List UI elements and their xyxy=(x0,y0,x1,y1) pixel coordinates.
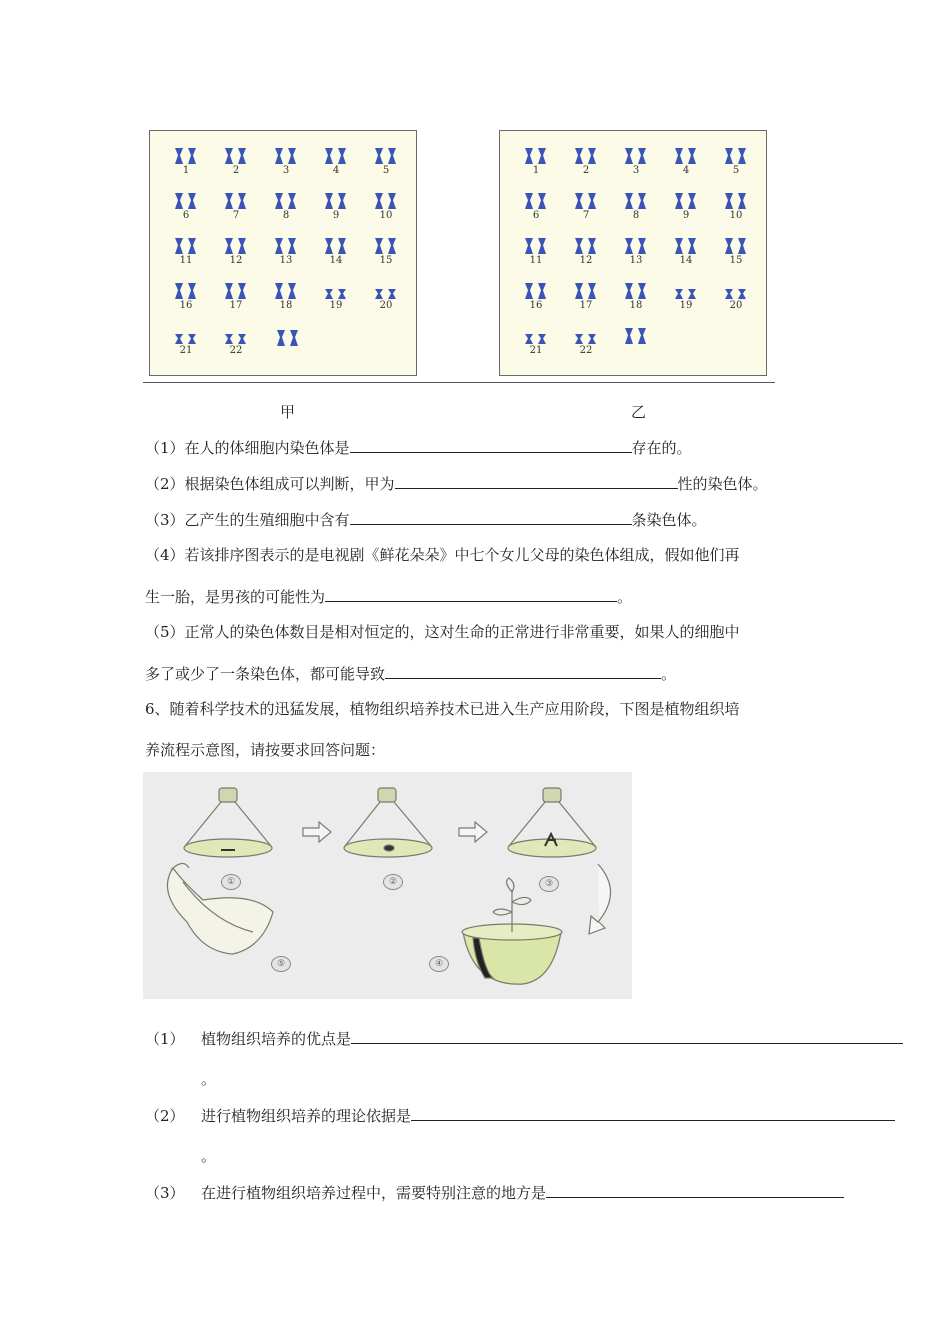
chromosome-pair-icon xyxy=(571,147,601,165)
chromosome-pair-icon xyxy=(221,192,251,210)
chromosome-pair-icon xyxy=(321,282,351,300)
chromosome-number: 14 xyxy=(329,255,343,266)
chromosome-pair-icon xyxy=(621,147,651,165)
chromosome-number: 3 xyxy=(282,165,290,176)
chromosome-pair-icon xyxy=(621,327,651,345)
potted-plant-icon xyxy=(462,878,562,984)
flask-icon xyxy=(184,788,272,857)
answer-blank[interactable] xyxy=(325,585,617,602)
answer-blank[interactable] xyxy=(411,1104,895,1121)
chromosome-pair-icon xyxy=(171,327,201,345)
chromosome-pair xyxy=(170,282,202,311)
chromosome-pair xyxy=(370,282,402,311)
chromosome-pair xyxy=(320,237,352,266)
chromosome-pair-icon xyxy=(221,327,251,345)
chromosome-pair xyxy=(370,192,402,221)
chromosome-number: 19 xyxy=(329,300,343,311)
answer-blank[interactable] xyxy=(395,472,678,489)
chromosome-pair-icon xyxy=(671,192,701,210)
chromosome-number: 1 xyxy=(532,165,540,176)
chromosome-pair xyxy=(320,192,352,221)
q6-item-2: （2） 进行植物组织培养的理论依据是 xyxy=(145,1104,895,1127)
chromosome-pair-icon xyxy=(571,282,601,300)
chromosome-pair-icon xyxy=(221,282,251,300)
chromosome-pair xyxy=(720,282,752,311)
q6-item-1: （1） 植物组织培养的优点是 xyxy=(145,1027,903,1050)
chromosome-pair xyxy=(370,237,402,266)
chromosome-pair xyxy=(570,282,602,311)
chromosome-pair-icon xyxy=(371,237,401,255)
chromosome-number: 20 xyxy=(729,300,743,311)
chromosome-pair-icon xyxy=(171,147,201,165)
chromosome-pair xyxy=(520,192,552,221)
chromosome-pair xyxy=(270,237,302,266)
chromosome-pair xyxy=(370,147,402,176)
chromosome-pair-icon xyxy=(721,282,751,300)
answer-blank[interactable] xyxy=(350,436,632,453)
chromosome-pair xyxy=(270,282,302,311)
chromosome-pair xyxy=(570,147,602,176)
chromosome-pair xyxy=(170,327,202,356)
chromosome-pair-icon xyxy=(221,147,251,165)
chromosome-pair xyxy=(220,192,252,221)
chromosome-number: 22 xyxy=(229,345,243,356)
chromosome-number: 17 xyxy=(229,300,243,311)
chromosome-pair-icon xyxy=(171,282,201,300)
chromosome-number: 13 xyxy=(629,255,643,266)
chromosome-number: 20 xyxy=(379,300,393,311)
chromosome-pair xyxy=(670,192,702,221)
chromosome-number: 15 xyxy=(379,255,393,266)
chromosome-number: 2 xyxy=(582,165,590,176)
chromosome-number: 15 xyxy=(729,255,743,266)
karyotype-a-label: 甲 xyxy=(280,403,296,421)
q6-item-3: （3） 在进行植物组织培养过程中，需要特别注意的地方是 xyxy=(145,1181,844,1204)
chromosome-number: 10 xyxy=(729,210,743,221)
q6-item-2-tail: 。 xyxy=(201,1147,217,1165)
chromosome-number: 17 xyxy=(579,300,593,311)
chromosome-pair-icon xyxy=(171,192,201,210)
chromosome-pair-icon xyxy=(671,282,701,300)
chromosome-number: 7 xyxy=(232,210,240,221)
chromosome-pair xyxy=(620,237,652,266)
chromosome-pair xyxy=(670,282,702,311)
chromosome-number: 8 xyxy=(282,210,290,221)
step-marker-3: ③ xyxy=(539,876,559,892)
q5-item-4: （4）若该排序图表示的是电视剧《鲜花朵朵》中七个女儿父母的染色体组成，假如他们再 xyxy=(145,546,740,564)
chromosome-number: 18 xyxy=(279,300,293,311)
flask-icon xyxy=(508,788,596,857)
chromosome-pair-icon xyxy=(621,192,651,210)
flask-icon xyxy=(344,788,432,857)
chromosome-number: 12 xyxy=(229,255,243,266)
chromosome-number: 6 xyxy=(182,210,190,221)
chromosome-number: 21 xyxy=(529,345,543,356)
chromosome-pair-icon xyxy=(271,282,301,300)
chromosome-number: 13 xyxy=(279,255,293,266)
chromosome-pair xyxy=(170,237,202,266)
chromosome-pair xyxy=(520,237,552,266)
chromosome-number: 18 xyxy=(629,300,643,311)
leaf-icon xyxy=(167,863,273,954)
chromosome-pair xyxy=(570,237,602,266)
chromosome-number: 1 xyxy=(182,165,190,176)
chromosome-pair-icon xyxy=(671,147,701,165)
chromosome-pair-icon xyxy=(371,192,401,210)
answer-blank[interactable] xyxy=(546,1181,844,1198)
chromosome-pair xyxy=(220,237,252,266)
chromosome-pair xyxy=(620,282,652,311)
chromosome-pair-icon xyxy=(521,237,551,255)
chromosome-number: 5 xyxy=(732,165,740,176)
chromosome-pair-icon xyxy=(521,282,551,300)
chromosome-number: 21 xyxy=(179,345,193,356)
chromosome-number: 3 xyxy=(632,165,640,176)
step-marker-1: ① xyxy=(221,874,241,890)
chromosome-pair-icon xyxy=(171,237,201,255)
chromosome-pair xyxy=(270,192,302,221)
chromosome-pair-icon xyxy=(621,282,651,300)
answer-blank[interactable] xyxy=(385,662,661,679)
chromosome-pair-icon xyxy=(321,147,351,165)
karyotype-panel-a xyxy=(149,130,417,376)
q5-item-4-cont: 生一胎，是男孩的可能性为 。 xyxy=(145,585,632,608)
chromosome-pair-icon xyxy=(371,147,401,165)
chromosome-pair-icon xyxy=(273,329,303,347)
chromosome-pair xyxy=(720,237,752,266)
chromosome-pair xyxy=(620,192,652,221)
q6-item-1-tail: 。 xyxy=(201,1070,217,1088)
chromosome-pair xyxy=(170,147,202,176)
chromosome-number: 5 xyxy=(382,165,390,176)
chromosome-pair xyxy=(720,192,752,221)
chromosome-pair-icon xyxy=(271,237,301,255)
chromosome-pair-icon xyxy=(271,192,301,210)
chromosome-pair-icon xyxy=(621,237,651,255)
chromosome-pair xyxy=(570,327,602,356)
chromosome-pair xyxy=(570,192,602,221)
chromosome-pair xyxy=(670,237,702,266)
chromosome-pair xyxy=(620,147,652,176)
chromosome-number: 22 xyxy=(579,345,593,356)
tissue-culture-flow-diagram xyxy=(143,772,632,999)
chromosome-pair-icon xyxy=(571,237,601,255)
chromosome-pair xyxy=(670,147,702,176)
chromosome-number: 11 xyxy=(179,255,193,266)
chromosome-pair-icon xyxy=(721,147,751,165)
chromosome-pair-icon xyxy=(721,237,751,255)
chromosome-pair xyxy=(220,282,252,311)
chromosome-number: 2 xyxy=(232,165,240,176)
answer-blank[interactable] xyxy=(351,1027,903,1044)
q5-item-2: （2）根据染色体组成可以判断，甲为 性的染色体。 xyxy=(145,472,768,495)
chromosome-pair xyxy=(520,147,552,176)
chromosome-pair-icon xyxy=(321,192,351,210)
chromosome-pair-icon xyxy=(521,327,551,345)
chromosome-number: 10 xyxy=(379,210,393,221)
q5-item-5-cont: 多了或少了一条染色体，都可能导致 。 xyxy=(145,662,676,685)
sex-chromosome-pair xyxy=(272,329,304,347)
q5-item-5: （5）正常人的染色体数目是相对恒定的，这对生命的正常进行非常重要，如果人的细胞中 xyxy=(145,623,740,641)
chromosome-number: 4 xyxy=(332,165,340,176)
chromosome-number: 4 xyxy=(682,165,690,176)
chromosome-pair-icon xyxy=(671,237,701,255)
chromosome-pair-icon xyxy=(271,147,301,165)
chromosome-number: 12 xyxy=(579,255,593,266)
chromosome-number: 8 xyxy=(632,210,640,221)
chromosome-pair xyxy=(720,147,752,176)
q6-stem-line1: 6、随着科学技术的迅猛发展，植物组织培养技术已进入生产应用阶段，下图是植物组织培 xyxy=(145,700,740,718)
chromosome-pair-icon xyxy=(521,192,551,210)
chromosome-pair xyxy=(270,147,302,176)
answer-blank[interactable] xyxy=(350,508,632,525)
chromosome-pair xyxy=(170,192,202,221)
chromosome-pair-icon xyxy=(221,237,251,255)
chromosome-pair xyxy=(520,282,552,311)
chromosome-pair-icon xyxy=(521,147,551,165)
chromosome-pair xyxy=(320,282,352,311)
q6-stem-line2: 养流程示意图，请按要求回答问题： xyxy=(145,741,386,759)
chromosome-number: 6 xyxy=(532,210,540,221)
step-marker-4: ④ xyxy=(429,956,449,972)
chromosome-pair-icon xyxy=(321,237,351,255)
karyotype-panel-b xyxy=(499,130,767,376)
chromosome-number: 11 xyxy=(529,255,543,266)
chromosome-pair xyxy=(320,147,352,176)
chromosome-number: 9 xyxy=(682,210,690,221)
chromosome-pair-icon xyxy=(721,192,751,210)
divider-line xyxy=(143,382,775,383)
karyotype-b-label: 乙 xyxy=(631,403,647,421)
chromosome-pair-icon xyxy=(371,282,401,300)
chromosome-number: 16 xyxy=(529,300,543,311)
chromosome-pair-icon xyxy=(571,192,601,210)
chromosome-number: 9 xyxy=(332,210,340,221)
chromosome-number: 16 xyxy=(179,300,193,311)
chromosome-number: 7 xyxy=(582,210,590,221)
chromosome-number: 19 xyxy=(679,300,693,311)
chromosome-pair xyxy=(220,147,252,176)
chromosome-pair xyxy=(220,327,252,356)
step-marker-2: ② xyxy=(383,874,403,890)
chromosome-pair-icon xyxy=(571,327,601,345)
step-marker-5: ⑤ xyxy=(271,956,291,972)
q5-item-3: （3）乙产生的生殖细胞中含有 条染色体。 xyxy=(145,508,707,531)
chromosome-pair xyxy=(520,327,552,356)
q5-item-1: （1）在人的体细胞内染色体是 存在的。 xyxy=(145,436,692,459)
chromosome-number: 14 xyxy=(679,255,693,266)
sex-chromosome-pair xyxy=(620,327,652,345)
